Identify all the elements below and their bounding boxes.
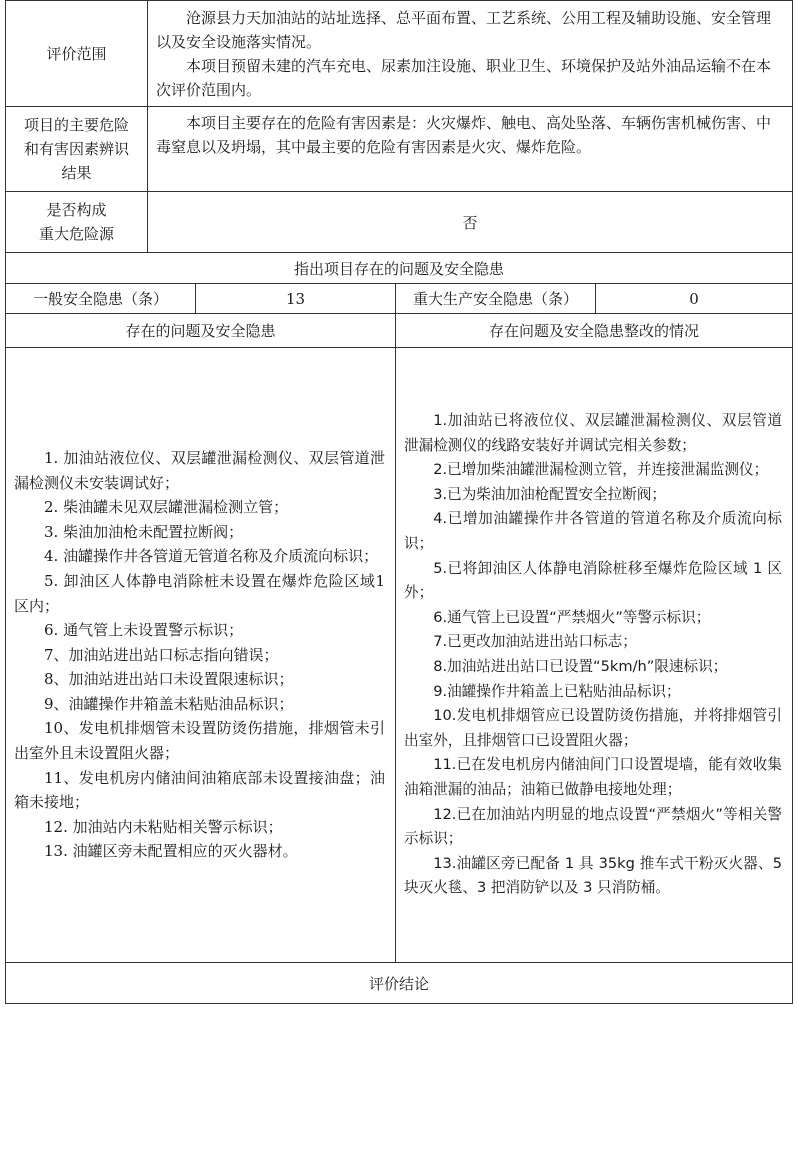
fix-item: 13.油罐区旁已配备 1 具 35kg 推车式干粉灭火器、5 块灭火毯、3 把消防铲以及 3 只消防桶。 <box>404 854 783 897</box>
hazards-row <box>6 107 793 192</box>
fix-item: 4.已增加油罐操作井各管道的管道名称及介质流向标识； <box>404 510 783 553</box>
issue-item: 10、发电机排烟管未设置防烫伤措施，排烟管未引出室外且未设置阻火器； <box>14 719 385 763</box>
issue-item: 2. 柴油罐未见双层罐泄漏检测立管； <box>44 498 289 517</box>
fix-item: 11.已在发电机房内储油间门口设置堤墙，能有效收集油箱泄漏的油品；油箱已做静电接地处理； <box>404 756 783 798</box>
evaluation-table <box>5 0 793 1004</box>
issue-item: 6. 通气管上未设置警示标识； <box>44 621 244 640</box>
issues-list <box>6 348 396 963</box>
major-hazards-count: 0 <box>596 284 793 314</box>
hazards-text: 本项目主要存在的危险有害因素是：火灾爆炸、触电、高处坠落、车辆伤害机械伤害、中毒窒息以及坍塌，其中最主要的危险有害因素是火灾、爆炸危险。 <box>156 114 772 156</box>
fixes-list <box>396 348 793 963</box>
fix-item: 3.已为柴油加油枪配置安全拉断阀； <box>433 485 667 503</box>
major-hazard-value: 否 <box>148 192 793 253</box>
hazards-label-line: 和有害因素辨识 <box>23 140 129 158</box>
issue-item: 11、发电机房内储油间油箱底部未设置接油盘；油箱未接地； <box>14 768 385 812</box>
issue-item: 1. 加油站液位仪、双层罐泄漏检测仪、双层管道泄漏检测仪未安装调试好； <box>14 448 385 492</box>
major-hazard-row <box>6 192 793 253</box>
counts-row <box>6 284 793 314</box>
fix-item: 7.已更改加油站进出站口标志； <box>433 633 637 651</box>
general-hazards-count: 13 <box>196 284 396 314</box>
fixes-column-header: 存在问题及安全隐患整改的情况 <box>396 314 793 348</box>
major-hazards-label: 重大生产安全隐患（条） <box>396 284 596 314</box>
scope-content <box>148 1 793 107</box>
major-hazard-label-line: 重大危险源 <box>38 225 114 243</box>
fix-item: 5.已将卸油区人体静电消除桩移至爆炸危险区域 1 区外； <box>404 559 783 602</box>
fix-item: 10.发电机排烟管应已设置防烫伤措施，并将排烟管引出室外，且排烟管口已设置阻火器； <box>404 707 783 749</box>
scope-line-1: 沧源县力天加油站的站址选择、总平面布置、工艺系统、公用工程及辅助设施、安全管理以及安全设施落实情况。 <box>156 8 772 51</box>
conclusion-label: 评价结论 <box>6 963 793 1004</box>
issue-item: 13. 油罐区旁未配置相应的灭火器材。 <box>44 842 298 861</box>
fix-item: 12.已在加油站内明显的地点设置“严禁烟火”等相关警示标识； <box>404 805 783 848</box>
fix-item: 6.通气管上已设置“严禁烟火”等警示标识； <box>433 608 711 626</box>
scope-line-2: 本项目预留未建的汽车充电、尿素加注设施、职业卫生、环境保护及站外油品运输不在本次评价范围内。 <box>156 56 772 99</box>
fix-item: 9.油罐操作井箱盖上已粘贴油品标识； <box>433 682 681 700</box>
major-hazard-label-line: 是否构成 <box>46 201 107 219</box>
column-headers-row <box>6 314 793 348</box>
issues-title-row <box>6 253 793 284</box>
issues-column-header: 存在的问题及安全隐患 <box>6 314 396 348</box>
scope-label: 评价范围 <box>6 1 148 107</box>
major-hazard-label <box>6 192 148 253</box>
issue-item: 12. 加油站内未粘贴相关警示标识； <box>44 817 283 836</box>
issues-fixes-row <box>6 348 793 963</box>
hazards-label <box>6 107 148 192</box>
fix-item: 1.加油站已将液位仪、双层罐泄漏检测仪、双层管道泄漏检测仪的线路安装好并调试完相关参数； <box>404 412 783 454</box>
issue-item: 5. 卸油区人体静电消除桩未设置在爆炸危险区域1区内； <box>14 571 385 615</box>
issue-item: 4. 油罐操作井各管道无管道名称及介质流向标识； <box>44 547 379 566</box>
issues-section-title: 指出项目存在的问题及安全隐患 <box>6 253 793 284</box>
hazards-label-line: 结果 <box>61 164 92 182</box>
issue-item: 7、加油站进出站口标志指向错误； <box>44 645 279 664</box>
issue-item: 8、加油站进出站口未设置限速标识； <box>44 670 294 689</box>
fix-item: 8.加油站进出站口已设置“5km/h”限速标识； <box>433 658 728 675</box>
hazards-content <box>148 107 793 192</box>
conclusion-row <box>6 963 793 1004</box>
general-hazards-label: 一般安全隐患（条） <box>6 284 196 314</box>
scope-row <box>6 1 793 107</box>
issue-item: 3. 柴油加油枪未配置拉断阀； <box>44 522 244 541</box>
hazards-label-line: 项目的主要危险 <box>23 116 129 134</box>
fix-item: 2.已增加柴油罐泄漏检测立管，并连接泄漏监测仪； <box>433 461 769 479</box>
issue-item: 9、油罐操作井箱盖未粘贴油品标识； <box>44 694 294 713</box>
